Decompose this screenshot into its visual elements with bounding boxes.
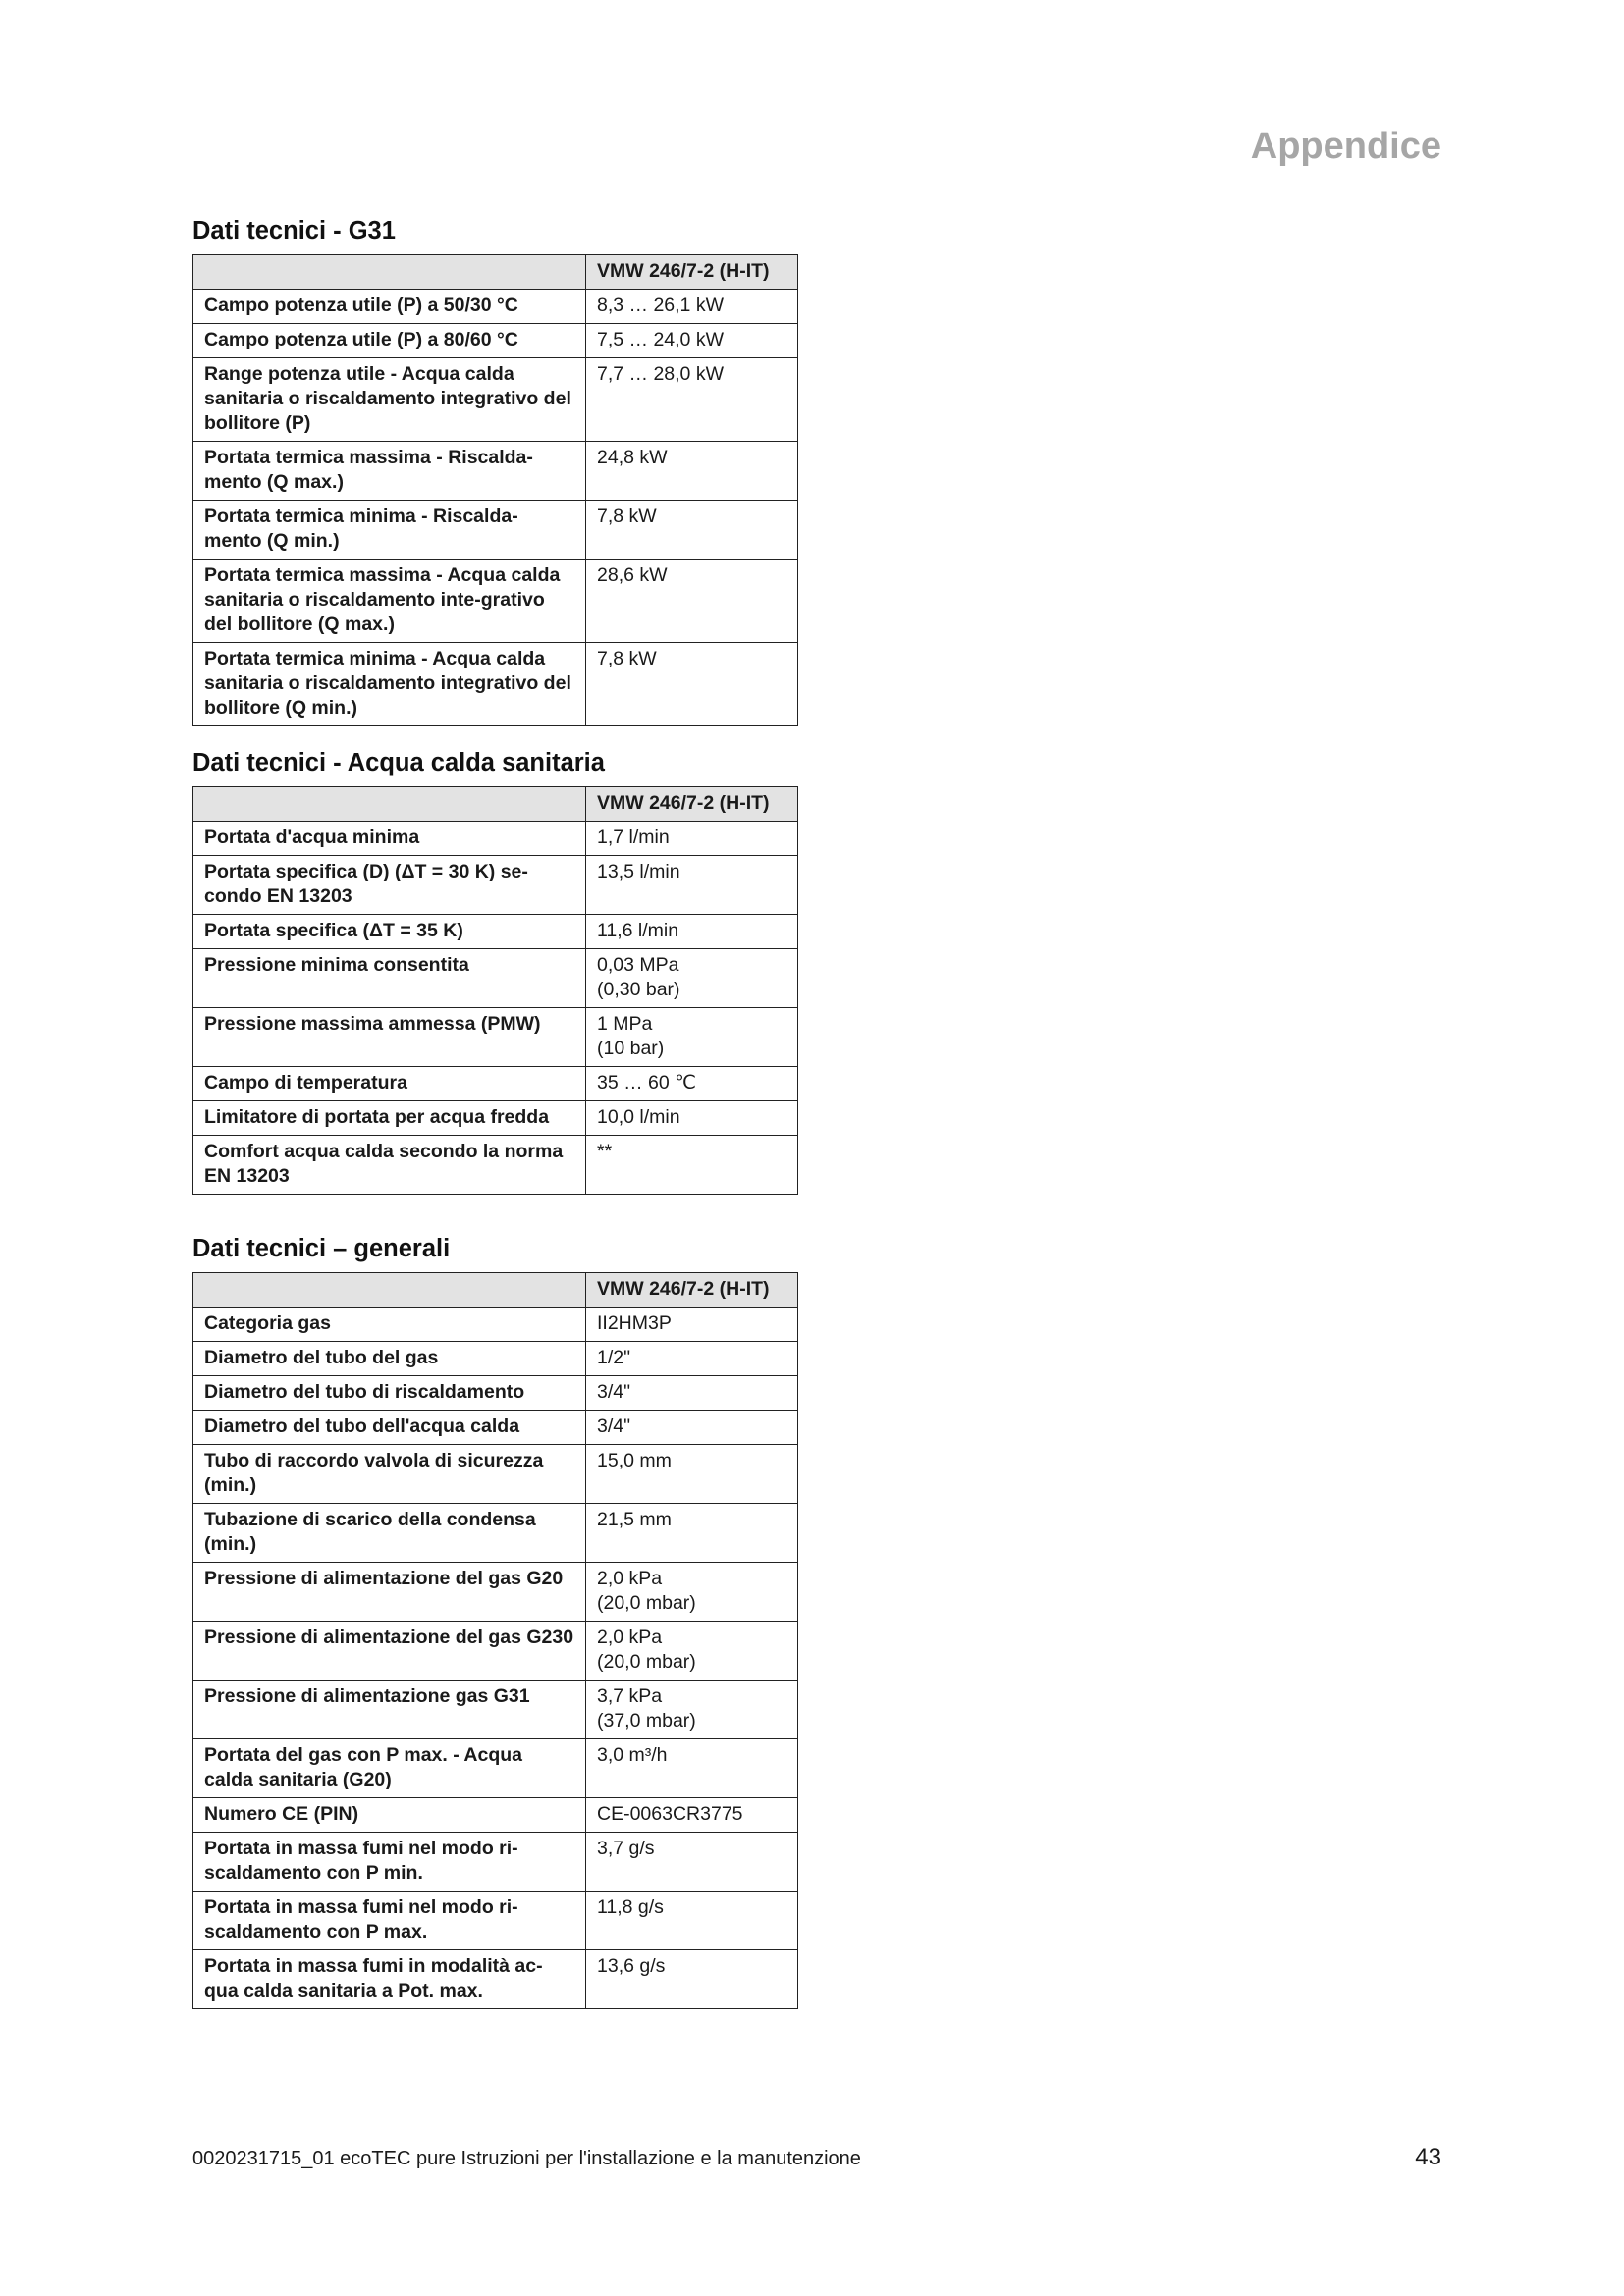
spec-value: 3/4": [586, 1376, 798, 1411]
spec-value: 11,8 g/s: [586, 1892, 798, 1950]
table-row: [193, 1892, 798, 1950]
header-blank-cell: [193, 255, 586, 290]
spec-label: Campo potenza utile (P) a 80/60 °C: [193, 324, 586, 358]
spec-value: 3,7 g/s: [586, 1833, 798, 1892]
table-row: [193, 1504, 798, 1563]
table-row: [193, 1681, 798, 1739]
table-row: [193, 501, 798, 560]
footer-doc-info: 0020231715_01 ecoTEC pure Istruzioni per l'installazione e la manutenzione: [192, 2148, 861, 2169]
spec-label: Tubazione di scarico della condensa (min.): [193, 1504, 586, 1563]
spec-value: **: [586, 1136, 798, 1195]
section-title: Dati tecnici – generali: [192, 1235, 451, 1262]
spec-label: Portata specifica (ΔT = 35 K): [193, 915, 586, 949]
table-row: [193, 915, 798, 949]
spec-label: Campo potenza utile (P) a 50/30 °C: [193, 290, 586, 324]
spec-label: Campo di temperatura: [193, 1067, 586, 1101]
spec-value: 28,6 kW: [586, 560, 798, 643]
spec-value: 24,8 kW: [586, 442, 798, 501]
table-row: [193, 1445, 798, 1504]
spec-value: 8,3 … 26,1 kW: [586, 290, 798, 324]
spec-label: Portata termica massima - Riscalda-mento (Q max.): [193, 442, 586, 501]
table-row: [193, 1411, 798, 1445]
table-row: [193, 1101, 798, 1136]
spec-value: 13,6 g/s: [586, 1950, 798, 2009]
column-header: VMW 246/7-2 (H-IT): [586, 1273, 798, 1308]
table-row: [193, 856, 798, 915]
spec-label: Range potenza utile - Acqua calda sanitaria o riscaldamento integrativo del bollitore (P): [193, 358, 586, 442]
table-row: [193, 822, 798, 856]
section-g31: [192, 216, 797, 726]
table-row: [193, 560, 798, 643]
spec-label: Portata specifica (D) (ΔT = 30 K) se-condo EN 13203: [193, 856, 586, 915]
spec-label: Diametro del tubo del gas: [193, 1342, 586, 1376]
spec-value: II2HM3P: [586, 1308, 798, 1342]
spec-value: 1 MPa (10 bar): [586, 1008, 798, 1067]
spec-label: Portata in massa fumi nel modo ri-scaldamento con P max.: [193, 1892, 586, 1950]
spec-label: Pressione minima consentita: [193, 949, 586, 1008]
table-row: [193, 358, 798, 442]
spec-label: Categoria gas: [193, 1308, 586, 1342]
page-number: 43: [1415, 2144, 1441, 2170]
table-header-row: [193, 1273, 798, 1308]
table-row: [193, 1833, 798, 1892]
table-row: [193, 1622, 798, 1681]
spec-label: Pressione di alimentazione del gas G230: [193, 1622, 586, 1681]
spec-label: Portata termica massima - Acqua calda sanitaria o riscaldamento inte-grativo del bollitore (Q max.): [193, 560, 586, 643]
spec-label: Tubo di raccordo valvola di sicurezza (min.): [193, 1445, 586, 1504]
spec-value: 7,5 … 24,0 kW: [586, 324, 798, 358]
spec-label: Diametro del tubo dell'acqua calda: [193, 1411, 586, 1445]
spec-label: Portata del gas con P max. - Acqua calda sanitaria (G20): [193, 1739, 586, 1798]
spec-label: Numero CE (PIN): [193, 1798, 586, 1833]
spec-label: Diametro del tubo di riscaldamento: [193, 1376, 586, 1411]
table-row: [193, 1342, 798, 1376]
table-row: [193, 1008, 798, 1067]
spec-value: 1/2": [586, 1342, 798, 1376]
spec-value: 3/4": [586, 1411, 798, 1445]
spec-value: 0,03 MPa (0,30 bar): [586, 949, 798, 1008]
spec-label: Portata in massa fumi in modalità ac-qua calda sanitaria a Pot. max.: [193, 1950, 586, 2009]
table-row: [193, 1739, 798, 1798]
table-row: [193, 1067, 798, 1101]
spec-label: Portata d'acqua minima: [193, 822, 586, 856]
spec-value: 2,0 kPa (20,0 mbar): [586, 1622, 798, 1681]
spec-table: [192, 254, 798, 726]
spec-value: 15,0 mm: [586, 1445, 798, 1504]
section-title: Dati tecnici - Acqua calda sanitaria: [192, 749, 605, 776]
column-header: VMW 246/7-2 (H-IT): [586, 255, 798, 290]
table-row: [193, 1798, 798, 1833]
section-acqua-calda-sanitaria: [192, 748, 797, 1195]
table-row: [193, 1950, 798, 2009]
table-row: [193, 1136, 798, 1195]
spec-value: CE-0063CR3775: [586, 1798, 798, 1833]
spec-label: Limitatore di portata per acqua fredda: [193, 1101, 586, 1136]
spec-label: Pressione di alimentazione gas G31: [193, 1681, 586, 1739]
spec-value: 3,7 kPa (37,0 mbar): [586, 1681, 798, 1739]
spec-value: 10,0 l/min: [586, 1101, 798, 1136]
table-row: [193, 643, 798, 726]
header-blank-cell: [193, 1273, 586, 1308]
spec-value: 21,5 mm: [586, 1504, 798, 1563]
spec-value: 35 … 60 ℃: [586, 1067, 798, 1101]
spec-value: 11,6 l/min: [586, 915, 798, 949]
spec-value: 3,0 m³/h: [586, 1739, 798, 1798]
spec-label: Portata termica minima - Acqua calda sanitaria o riscaldamento integrativo del bollitore (Q min.): [193, 643, 586, 726]
spec-label: Pressione di alimentazione del gas G20: [193, 1563, 586, 1622]
table-row: [193, 1376, 798, 1411]
page-header-title: Appendice: [1250, 126, 1441, 167]
spec-table: [192, 1272, 798, 2009]
spec-label: Comfort acqua calda secondo la norma EN 13203: [193, 1136, 586, 1195]
section-generali: [192, 1234, 797, 2009]
spec-label: Portata in massa fumi nel modo ri-scaldamento con P min.: [193, 1833, 586, 1892]
header-blank-cell: [193, 787, 586, 822]
spec-label: Pressione massima ammessa (PMW): [193, 1008, 586, 1067]
spec-value: 7,7 … 28,0 kW: [586, 358, 798, 442]
table-row: [193, 1563, 798, 1622]
spec-value: 2,0 kPa (20,0 mbar): [586, 1563, 798, 1622]
spec-table: [192, 786, 798, 1195]
table-row: [193, 442, 798, 501]
table-row: [193, 290, 798, 324]
spec-value: 13,5 l/min: [586, 856, 798, 915]
table-row: [193, 949, 798, 1008]
table-header-row: [193, 255, 798, 290]
spec-value: 1,7 l/min: [586, 822, 798, 856]
table-row: [193, 1308, 798, 1342]
spec-value: 7,8 kW: [586, 501, 798, 560]
table-header-row: [193, 787, 798, 822]
table-row: [193, 324, 798, 358]
spec-value: 7,8 kW: [586, 643, 798, 726]
section-title: Dati tecnici - G31: [192, 217, 396, 244]
column-header: VMW 246/7-2 (H-IT): [586, 787, 798, 822]
spec-label: Portata termica minima - Riscalda-mento (Q min.): [193, 501, 586, 560]
